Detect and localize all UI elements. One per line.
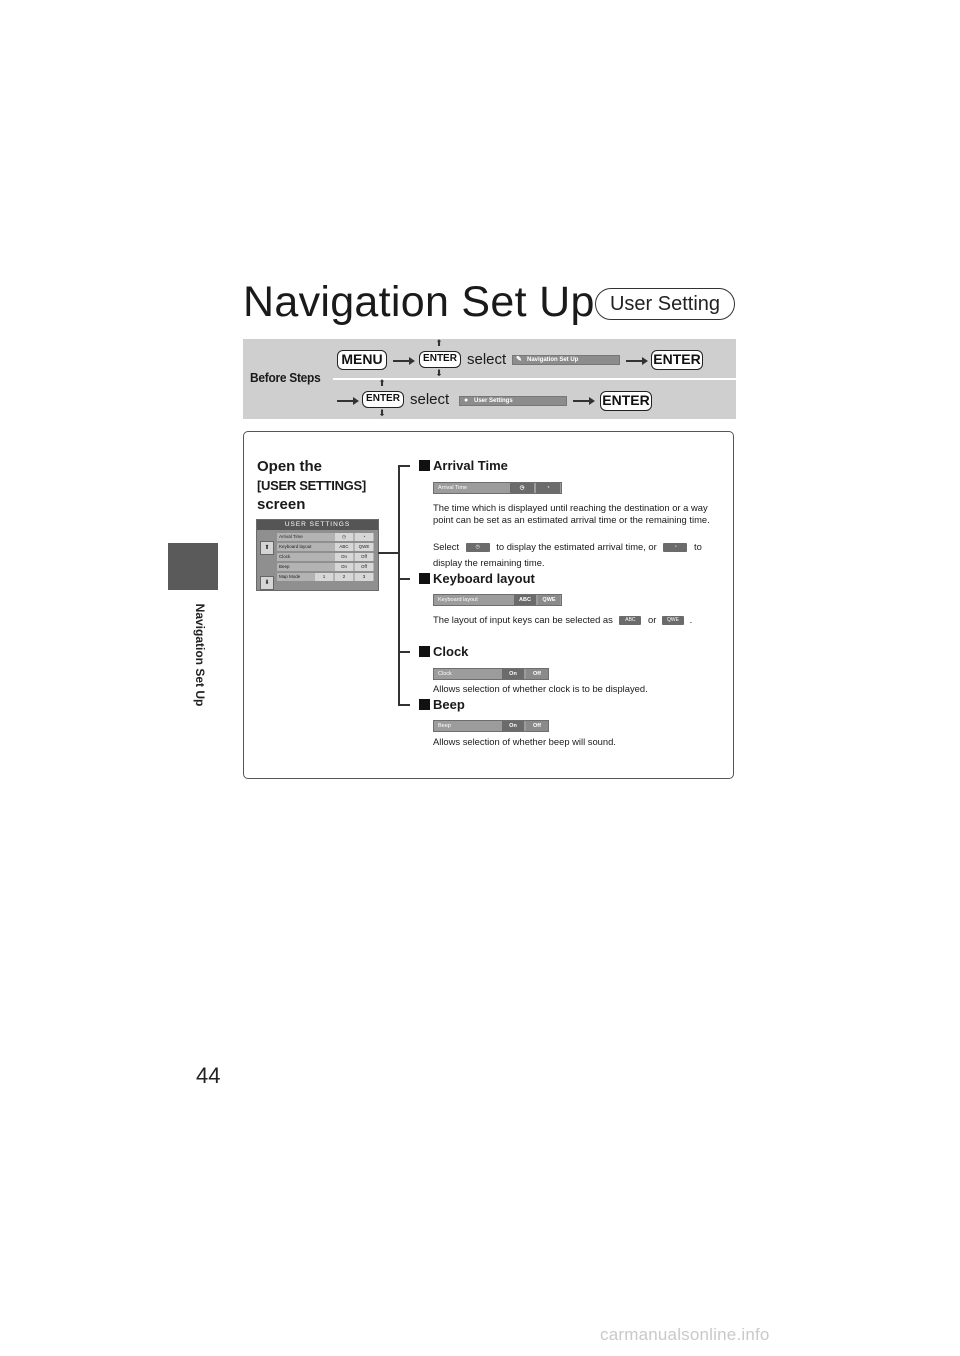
timer-icon: ◔ bbox=[355, 533, 373, 541]
arrow-up-icon: ⬆ bbox=[435, 338, 443, 348]
beep-option-on: On bbox=[502, 721, 524, 731]
keyboard-chip-qwe: QWE bbox=[662, 616, 684, 625]
connector-line bbox=[398, 465, 410, 467]
clock-icon: ◷ bbox=[510, 483, 534, 493]
clock-option-off: Off bbox=[526, 669, 548, 679]
arrow-right-icon bbox=[573, 400, 593, 402]
arrow-up-icon: ⬆ bbox=[378, 378, 386, 388]
setting-option: 1 bbox=[315, 573, 333, 581]
connector-line bbox=[398, 578, 410, 580]
connector-line bbox=[398, 704, 410, 706]
enter-key-small: ENTER bbox=[362, 391, 404, 408]
arrow-down-icon: ⬇ bbox=[378, 408, 386, 418]
beep-title: Beep bbox=[433, 697, 465, 712]
setting-row-label: Arrival Time bbox=[279, 534, 303, 539]
clock-option-on: On bbox=[502, 669, 524, 679]
bullet-square bbox=[419, 646, 430, 657]
beep-description: Allows selection of whether beep will sound. bbox=[433, 736, 616, 747]
arrival-time-description: The time which is displayed until reaching the destination or a way point can be set as an estimated arrival time or the remaining time. bbox=[433, 502, 710, 525]
user-settings-menu-bar bbox=[459, 396, 567, 406]
beep-setting-bar bbox=[433, 720, 549, 732]
setting-option: ABC bbox=[335, 543, 353, 551]
setting-row-label: Map Mode bbox=[279, 574, 301, 579]
chapter-side-label bbox=[190, 595, 210, 715]
arrow-right-icon bbox=[337, 400, 357, 402]
clock-title: Clock bbox=[433, 644, 469, 659]
keyboard-layout-description bbox=[433, 614, 733, 626]
setting-row bbox=[277, 563, 374, 571]
enter-key: ENTER bbox=[651, 350, 703, 370]
setting-option: Off bbox=[355, 553, 373, 561]
user-settings-screen bbox=[256, 519, 379, 591]
setting-row-label: Beep bbox=[279, 564, 290, 569]
page-title: Navigation Set Up bbox=[243, 278, 595, 326]
connector-line bbox=[398, 465, 400, 705]
beep-option-off: Off bbox=[526, 721, 548, 731]
clock-icon: ◷ bbox=[466, 543, 490, 552]
timer-icon: ◔ bbox=[663, 543, 687, 552]
watermark: carmanualsonline.info bbox=[600, 1325, 770, 1344]
arrow-down-icon: ⬇ bbox=[435, 368, 443, 378]
select-word: select bbox=[410, 391, 450, 408]
navigation-set-up-menu-bar bbox=[512, 355, 620, 365]
page-number: 44 bbox=[196, 1063, 221, 1088]
bullet-square bbox=[419, 699, 430, 710]
open-line1: Open the bbox=[257, 458, 323, 475]
user-settings-header: USER SETTINGS bbox=[257, 520, 378, 530]
keyboard-desc-text: . bbox=[689, 614, 693, 625]
setting-option: Off bbox=[355, 563, 373, 571]
setting-row bbox=[277, 543, 374, 551]
setting-option: On bbox=[335, 553, 353, 561]
chapter-side-label-text: Navigation Set Up bbox=[193, 603, 207, 707]
steps-divider bbox=[333, 378, 736, 380]
navigation-set-up-menu-label: Navigation Set Up bbox=[527, 357, 579, 363]
keyboard-desc-text: or bbox=[648, 614, 657, 625]
bullet-square bbox=[419, 460, 430, 471]
keyboard-desc-text: The layout of input keys can be selected as bbox=[433, 614, 613, 625]
before-steps-label: Before Steps bbox=[250, 370, 321, 385]
timer-icon: ◔ bbox=[536, 483, 560, 493]
clock-description: Allows selection of whether clock is to be displayed. bbox=[433, 683, 648, 694]
beep-bar-label: Beep bbox=[438, 723, 451, 729]
keyboard-layout-setting-bar bbox=[433, 594, 562, 606]
arrival-time-title: Arrival Time bbox=[433, 458, 508, 473]
person-icon: ● bbox=[464, 397, 469, 404]
bullet-square bbox=[419, 573, 430, 584]
select-text: to bbox=[693, 541, 702, 552]
setting-row bbox=[277, 573, 374, 581]
scroll-down-icon: ⬇ bbox=[260, 576, 274, 590]
connector-line bbox=[378, 552, 398, 554]
wrench-icon: ✎ bbox=[516, 356, 522, 363]
setting-option: 3 bbox=[355, 573, 373, 581]
open-line3: screen bbox=[257, 496, 306, 513]
select-word: select bbox=[467, 351, 507, 368]
scroll-up-icon: ⬆ bbox=[260, 541, 274, 555]
arrival-time-select-line bbox=[433, 541, 725, 553]
open-screen-heading bbox=[257, 457, 387, 514]
clock-bar-label: Clock bbox=[438, 671, 452, 677]
setting-option: 2 bbox=[335, 573, 353, 581]
select-text: to display the estimated arrival time, or bbox=[496, 541, 657, 552]
setting-option: On bbox=[335, 563, 353, 571]
connector-line bbox=[398, 651, 410, 653]
user-settings-menu-label: User Settings bbox=[474, 398, 513, 404]
clock-setting-bar bbox=[433, 668, 549, 680]
arrow-right-icon bbox=[626, 360, 646, 362]
arrival-time-bar-label: Arrival Time bbox=[438, 485, 468, 491]
setting-option: QWE bbox=[355, 543, 373, 551]
enter-key: ENTER bbox=[600, 391, 652, 411]
setting-row bbox=[277, 533, 374, 541]
setting-row-label: Clock bbox=[279, 554, 291, 559]
enter-key-small: ENTER bbox=[419, 351, 461, 368]
keyboard-chip-abc: ABC bbox=[619, 616, 641, 625]
open-line2: [USER SETTINGS] bbox=[257, 478, 366, 493]
keyboard-option-qwe: QWE bbox=[538, 595, 560, 605]
keyboard-option-abc: ABC bbox=[514, 595, 536, 605]
arrival-time-setting-bar bbox=[433, 482, 562, 494]
setting-row bbox=[277, 553, 374, 561]
arrival-time-select-line2: display the remaining time. bbox=[433, 557, 545, 568]
setting-row-label: Keyboard layout bbox=[279, 544, 312, 549]
keyboard-layout-bar-label: Keyboard layout bbox=[438, 597, 478, 603]
keyboard-layout-title: Keyboard layout bbox=[433, 571, 535, 586]
menu-key: MENU bbox=[337, 350, 387, 370]
clock-icon: ◷ bbox=[335, 533, 353, 541]
select-text: Select bbox=[433, 541, 460, 552]
arrow-right-icon bbox=[393, 360, 413, 362]
chapter-tab bbox=[168, 543, 218, 590]
section-badge: User Setting bbox=[595, 288, 735, 320]
